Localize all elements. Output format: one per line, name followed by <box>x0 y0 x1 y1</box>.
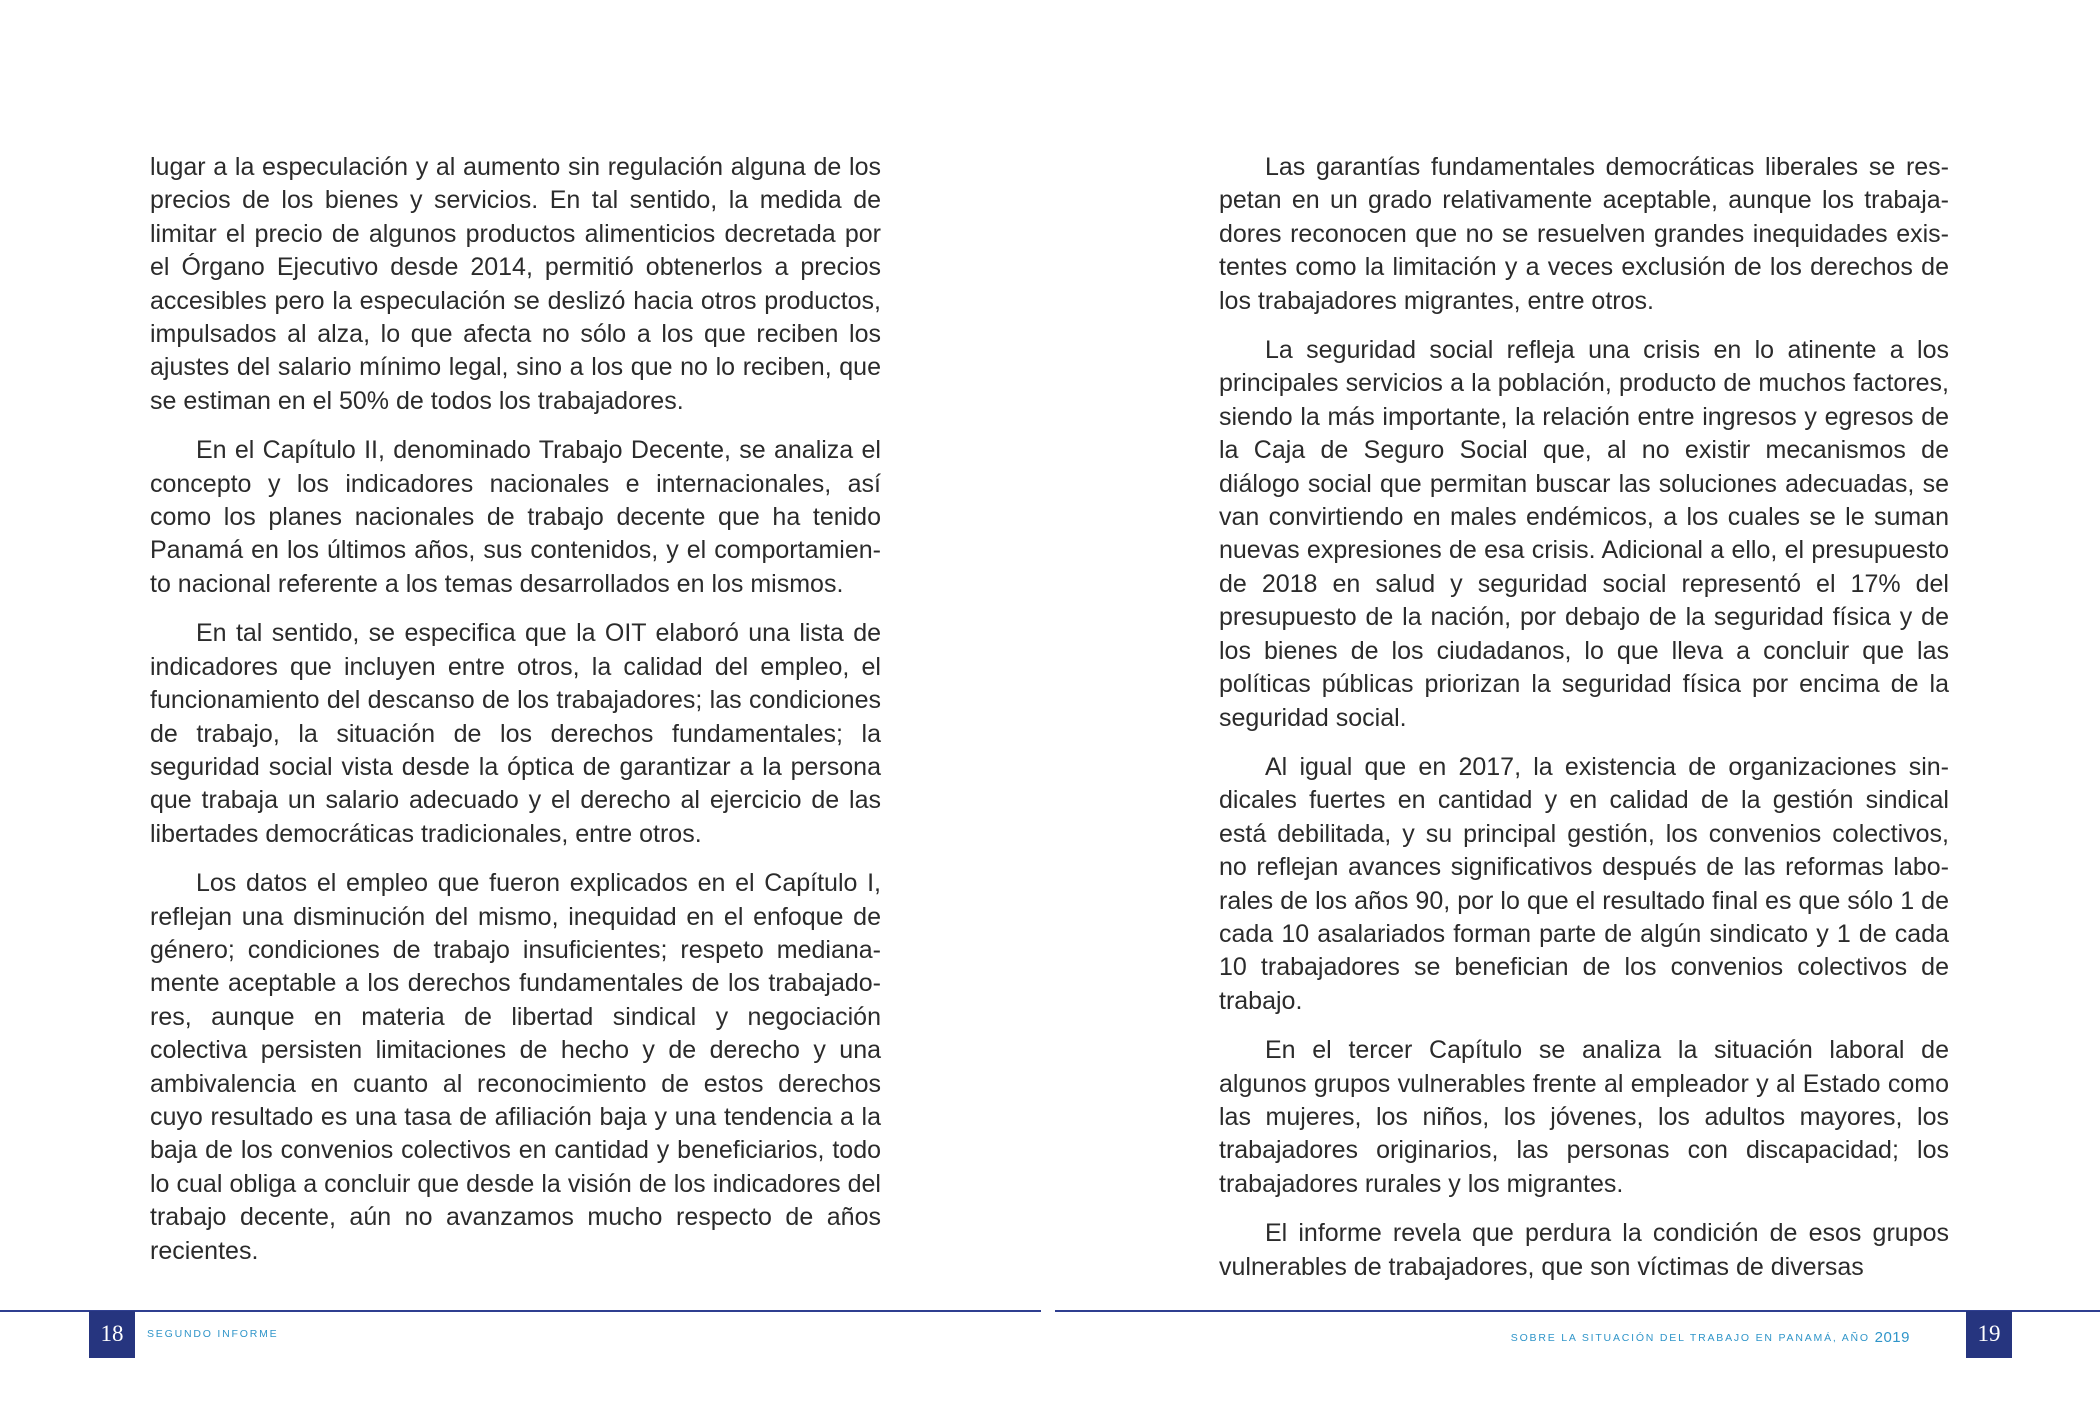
running-head <box>1511 1328 1910 1345</box>
right-text-column <box>1219 151 1949 1300</box>
footer-rule <box>1055 1310 2100 1312</box>
paragraph: Los datos el empleo que fueron explicados en el Capítulo I, reflejan una disminución del mismo, inequidad en el enfoque de género; condiciones de trabajo insuficientes; respeto medianamente aceptable a los derechos fundamentales de los trabajadores, aunque en materia de libertad sindical y negociación colectiva persisten limitaciones de hecho y de derecho y una ambivalencia en cuanto al reconocimiento de estos derechos cuyo resultado es una tasa de afiliación baja y una tendencia a la baja de los convenios colectivos en cantidad y beneficiarios, todo lo cual obliga a concluir que desde la visión de los indicadores del trabajo decente, aún no avanzamos mucho respecto de años recientes. <box>150 869 881 1265</box>
page-number: 18 <box>89 1311 135 1358</box>
paragraph: El informe revela que perdura la condición de esos grupos vulnerables de trabajadores, que son víctimas de diversas <box>1219 1219 1949 1281</box>
left-text-column <box>150 151 881 1284</box>
running-head-text: SOBRE LA SITUACIÓN DEL TRABAJO EN PANAMÁ, AÑO <box>1510 1332 1870 1344</box>
running-head-year: 2019 <box>1874 1329 1910 1346</box>
right-page <box>1055 0 2100 1406</box>
paragraph: En tal sentido, se especifica que la OIT elaboró una lista de indicadores que incluyen entre otros, la calidad del empleo, el funcionamiento del descanso de los trabajadores; las condiciones de trabajo, la situación de los derechos fundamentales; la seguridad social vista desde la óptica de garantizar a la persona que trabaja un salario adecuado y el derecho al ejercicio de las libertades democráticas tradicionales, entre otros. <box>150 619 881 848</box>
paragraph: En el tercer Capítulo se analiza la situación laboral de algunos grupos vulnerables frente al empleador y al Estado como las mujeres, los niños, los jóvenes, los adultos mayores, los trabajadores originarios, las personas con discapacidad; los trabajadores rurales y los migrantes. <box>1219 1036 1949 1198</box>
paragraph: Las garantías fundamentales democráticas liberales se respetan en un grado relativamente aceptable, aunque los trabajadores reconocen que no se resuelven grandes inequidades existentes como la limitación y a veces exclusión de los derechos de los trabajadores migrantes, entre otros. <box>1219 153 1949 315</box>
footer-rule <box>0 1310 1041 1312</box>
left-page <box>0 0 1045 1406</box>
paragraph: lugar a la especulación y al aumento sin regulación alguna de los precios de los bienes y servicios. En tal sentido, la medida de limitar el precio de algunos productos alimenticios decretada por el Órgano Ejecutivo desde 2014, permitió obtenerlos a precios accesibles pero la especulación se deslizó hacia otros productos, impulsados al alza, lo que afecta no sólo a los que reciben los ajustes del salario mínimo legal, sino a los que no lo reciben, que se estiman en el 50% de todos los trabajadores. <box>150 153 881 415</box>
page-number: 19 <box>1966 1311 2012 1358</box>
paragraph: En el Capítulo II, denominado Trabajo Decente, se analiza el concepto y los indicadores nacionales e internacionales, así como los planes nacionales de trabajo decente que ha tenido Panamá en los últimos años, sus contenidos, y el comportamiento nacional referente a los temas desarrollados en los mismos. <box>150 436 881 598</box>
paragraph: Al igual que en 2017, la existencia de organizaciones sindicales fuertes en cantidad y en calidad de la gestión sindical está debilitada, y su principal gestión, los convenios colectivos, no reflejan avances significativos después de las reformas laborales de los años 90, por lo que el resultado final es que sólo 1 de cada 10 asalariados forman parte de algún sindicato y 1 de cada 10 trabajadores se benefician de los convenios colectivos de trabajo. <box>1219 752 1949 1015</box>
running-head: SEGUNDO INFORME <box>147 1328 279 1340</box>
paragraph: La seguridad social refleja una crisis en lo atinente a los principales servicios a la población, producto de muchos factores, siendo la más importante, la relación entre ingresos y egresos de la Caja de Seguro Social que, al no existir mecanismos de diálogo social que permitan buscar las soluciones adecuadas, se van convirtiendo en males endémicos, a los cuales se le suman nuevas expresiones de esa crisis. Adicional a ello, el presupuesto de 2018 en salud y seguridad social representó el 17% del presupuesto de la nación, por debajo de la seguridad física y de los bienes de los ciudadanos, lo que lleva a concluir que las políticas públicas priorizan la seguridad física por encima de la seguridad social. <box>1219 336 1949 732</box>
